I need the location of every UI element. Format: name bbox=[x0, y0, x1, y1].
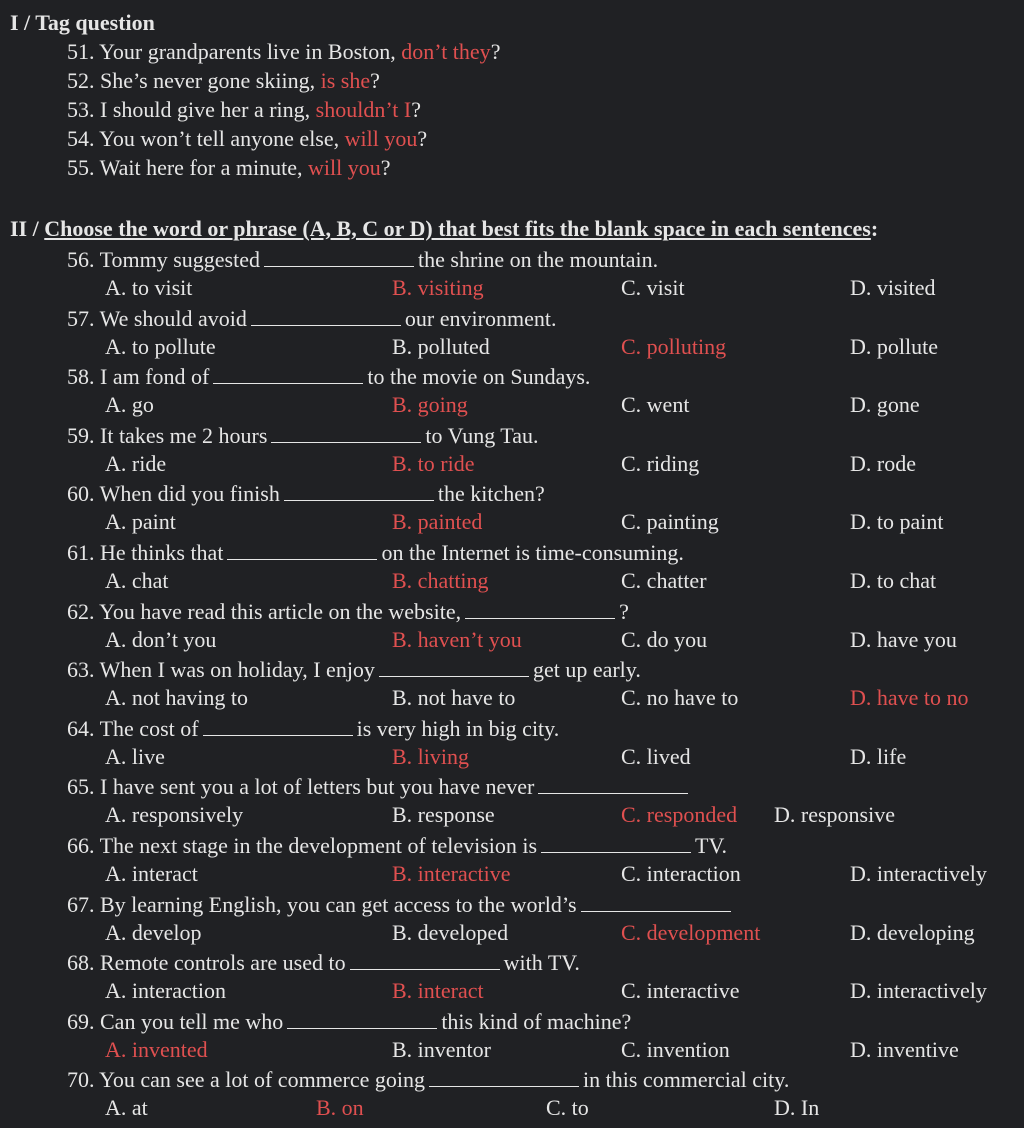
question-prefix: 57. We should avoid bbox=[67, 305, 247, 331]
tag-question-item bbox=[67, 70, 380, 92]
option-a: A. live bbox=[105, 743, 165, 769]
question-63 bbox=[67, 658, 641, 681]
section-2-title bbox=[10, 218, 878, 240]
question-end: ? bbox=[411, 97, 421, 122]
question-prefix: 62. You have read this article on the website, bbox=[67, 598, 462, 624]
question-prefix: 63. When I was on holiday, I enjoy bbox=[67, 657, 375, 683]
option-c: C. went bbox=[621, 392, 690, 418]
question-prefix: 64. The cost of bbox=[67, 715, 199, 741]
option-a: A. ride bbox=[105, 450, 167, 476]
tag-question-item bbox=[67, 128, 427, 150]
question-suffix: our environment. bbox=[404, 305, 557, 331]
question-65 bbox=[67, 775, 692, 798]
option-b: B. to ride bbox=[392, 450, 475, 476]
option-c: C. no have to bbox=[621, 685, 739, 711]
question-text: 55. Wait here for a minute, bbox=[67, 155, 308, 180]
option-c: C. visit bbox=[621, 275, 685, 300]
answer-blank bbox=[251, 307, 401, 326]
option-a: A. to pollute bbox=[105, 333, 216, 359]
answer-blank bbox=[203, 717, 353, 736]
option-a: A. don’t you bbox=[105, 626, 217, 652]
answer-blank bbox=[379, 658, 529, 677]
tag-question-item bbox=[67, 99, 421, 121]
option-a: A. chat bbox=[105, 568, 169, 593]
question-prefix: 70. You can see a lot of commerce going bbox=[67, 1067, 426, 1093]
option-d: D. have you bbox=[850, 626, 957, 652]
question-suffix: this kind of machine? bbox=[441, 1008, 632, 1034]
answer-blank bbox=[284, 482, 434, 501]
answer-blank bbox=[541, 834, 691, 853]
question-prefix: 66. The next stage in the development of television is bbox=[67, 833, 538, 858]
option-a: A. responsively bbox=[105, 802, 244, 828]
option-d: D. rode bbox=[850, 450, 916, 476]
question-suffix: with TV. bbox=[503, 950, 580, 976]
option-b: B. chatting bbox=[392, 568, 489, 593]
option-b: B. polluted bbox=[392, 333, 490, 359]
question-text: 54. You won’t tell anyone else, bbox=[67, 126, 345, 151]
question-prefix: 69. Can you tell me who bbox=[67, 1008, 284, 1034]
question-text: 52. She’s never gone skiing, bbox=[67, 68, 321, 93]
option-c: C. lived bbox=[621, 743, 691, 769]
option-d: D. visited bbox=[850, 275, 936, 300]
option-c: C. do you bbox=[621, 626, 708, 652]
option-a: A. paint bbox=[105, 509, 176, 535]
answer-text: is she bbox=[320, 68, 371, 93]
option-c: C. interaction bbox=[621, 861, 741, 886]
option-b: B. response bbox=[392, 802, 495, 828]
option-a: A. invented bbox=[105, 1036, 208, 1062]
option-b: B. painted bbox=[392, 509, 483, 535]
option-c: C. development bbox=[621, 919, 761, 945]
question-suffix: the kitchen? bbox=[437, 481, 545, 507]
question-prefix: 56. Tommy suggested bbox=[67, 247, 260, 272]
tag-question-item bbox=[67, 41, 500, 63]
option-a: A. interact bbox=[105, 861, 198, 886]
question-58 bbox=[67, 365, 590, 388]
option-b: B. living bbox=[392, 743, 470, 769]
option-d: D. interactively bbox=[850, 861, 987, 886]
answer-blank bbox=[287, 1010, 437, 1029]
question-prefix: 67. By learning English, you can get access to the world’s bbox=[67, 891, 577, 917]
question-60 bbox=[67, 482, 545, 505]
question-prefix: 59. It takes me 2 hours bbox=[67, 422, 268, 448]
answer-text: don’t they bbox=[401, 39, 491, 64]
question-end: ? bbox=[417, 126, 428, 151]
tag-question-item bbox=[67, 157, 390, 179]
question-59 bbox=[67, 424, 538, 447]
option-c: C. chatter bbox=[621, 568, 707, 593]
section-2-instruction: Choose the word or phrase (A, B, C or D) that best fits the blank space in each sentences bbox=[44, 216, 871, 241]
option-d: D. inventive bbox=[850, 1036, 959, 1062]
answer-blank bbox=[227, 541, 377, 560]
question-suffix: to the movie on Sundays. bbox=[367, 364, 591, 390]
question-66 bbox=[67, 834, 727, 857]
option-b: B. haven’t you bbox=[392, 626, 522, 652]
option-b: B. going bbox=[392, 392, 468, 418]
answer-blank bbox=[429, 1068, 579, 1087]
question-prefix: 60. When did you finish bbox=[67, 481, 280, 507]
question-text: 51. Your grandparents live in Boston, bbox=[67, 39, 402, 64]
option-c: C. polluting bbox=[621, 333, 727, 359]
option-a: A. not having to bbox=[105, 685, 248, 711]
question-prefix: 61. He thinks that bbox=[67, 540, 224, 565]
question-suffix: get up early. bbox=[532, 657, 641, 683]
option-d: D. interactively bbox=[850, 978, 987, 1004]
option-d: D. have to no bbox=[850, 685, 969, 711]
question-text: 53. I should give her a ring, bbox=[67, 97, 316, 122]
question-64 bbox=[67, 717, 559, 740]
option-c: C. riding bbox=[621, 450, 700, 476]
answer-blank bbox=[538, 775, 688, 794]
option-b: B. inventor bbox=[392, 1036, 491, 1062]
option-a: A. interaction bbox=[105, 978, 226, 1004]
question-69 bbox=[67, 1010, 631, 1033]
question-57 bbox=[67, 307, 556, 330]
question-suffix: ? bbox=[619, 598, 629, 624]
option-a: A. go bbox=[105, 392, 154, 418]
answer-text: will you bbox=[307, 155, 381, 180]
question-suffix: the shrine on the mountain. bbox=[418, 247, 659, 272]
option-d: D. life bbox=[850, 743, 907, 769]
section-2-suffix: : bbox=[870, 216, 879, 241]
answer-text: will you bbox=[344, 126, 418, 151]
question-67 bbox=[67, 893, 735, 916]
question-61 bbox=[67, 541, 684, 564]
option-c: C. to bbox=[546, 1095, 589, 1121]
section-2-prefix: II / bbox=[10, 216, 45, 241]
question-suffix: in this commercial city. bbox=[583, 1067, 790, 1093]
question-suffix: TV. bbox=[695, 833, 728, 858]
question-prefix: 68. Remote controls are used to bbox=[67, 950, 346, 976]
question-end: ? bbox=[490, 39, 501, 64]
option-b: B. developed bbox=[392, 919, 509, 945]
option-b: B. not have to bbox=[392, 685, 516, 711]
option-d: D. to paint bbox=[850, 509, 944, 535]
option-d: D. developing bbox=[850, 919, 975, 945]
option-d: D. to chat bbox=[850, 568, 937, 593]
option-b: B. interactive bbox=[392, 861, 511, 886]
option-d: D. pollute bbox=[850, 333, 938, 359]
answer-blank bbox=[213, 365, 363, 384]
option-b: B. on bbox=[316, 1095, 364, 1121]
option-a: A. at bbox=[105, 1095, 148, 1121]
option-c: C. interactive bbox=[621, 978, 740, 1004]
option-d: D. gone bbox=[850, 392, 920, 418]
question-suffix: on the Internet is time-consuming. bbox=[381, 540, 684, 565]
question-68 bbox=[67, 951, 580, 974]
answer-blank bbox=[465, 600, 615, 619]
option-c: C. responded bbox=[621, 802, 738, 828]
option-a: A. to visit bbox=[105, 275, 193, 300]
section-1-title: I / Tag question bbox=[10, 10, 155, 35]
answer-blank bbox=[264, 248, 414, 267]
answer-text: shouldn’t I bbox=[315, 97, 412, 122]
question-prefix: 58. I am fond of bbox=[67, 364, 210, 390]
question-suffix: is very high in big city. bbox=[356, 715, 560, 741]
question-prefix: 65. I have sent you a lot of letters but you have never bbox=[67, 774, 535, 800]
option-a: A. develop bbox=[105, 919, 202, 945]
option-d: D. responsive bbox=[774, 802, 895, 828]
answer-blank bbox=[350, 951, 500, 970]
option-b: B. visiting bbox=[392, 275, 484, 300]
option-c: C. painting bbox=[621, 509, 719, 535]
answer-blank bbox=[271, 424, 421, 443]
question-suffix: to Vung Tau. bbox=[425, 422, 539, 448]
question-62 bbox=[67, 600, 629, 623]
answer-blank bbox=[581, 893, 731, 912]
option-c: C. invention bbox=[621, 1036, 730, 1062]
question-70 bbox=[67, 1068, 789, 1091]
question-56 bbox=[67, 248, 658, 271]
question-end: ? bbox=[380, 155, 391, 180]
question-end: ? bbox=[370, 68, 380, 93]
option-d: D. In bbox=[774, 1095, 820, 1121]
option-b: B. interact bbox=[392, 978, 484, 1004]
